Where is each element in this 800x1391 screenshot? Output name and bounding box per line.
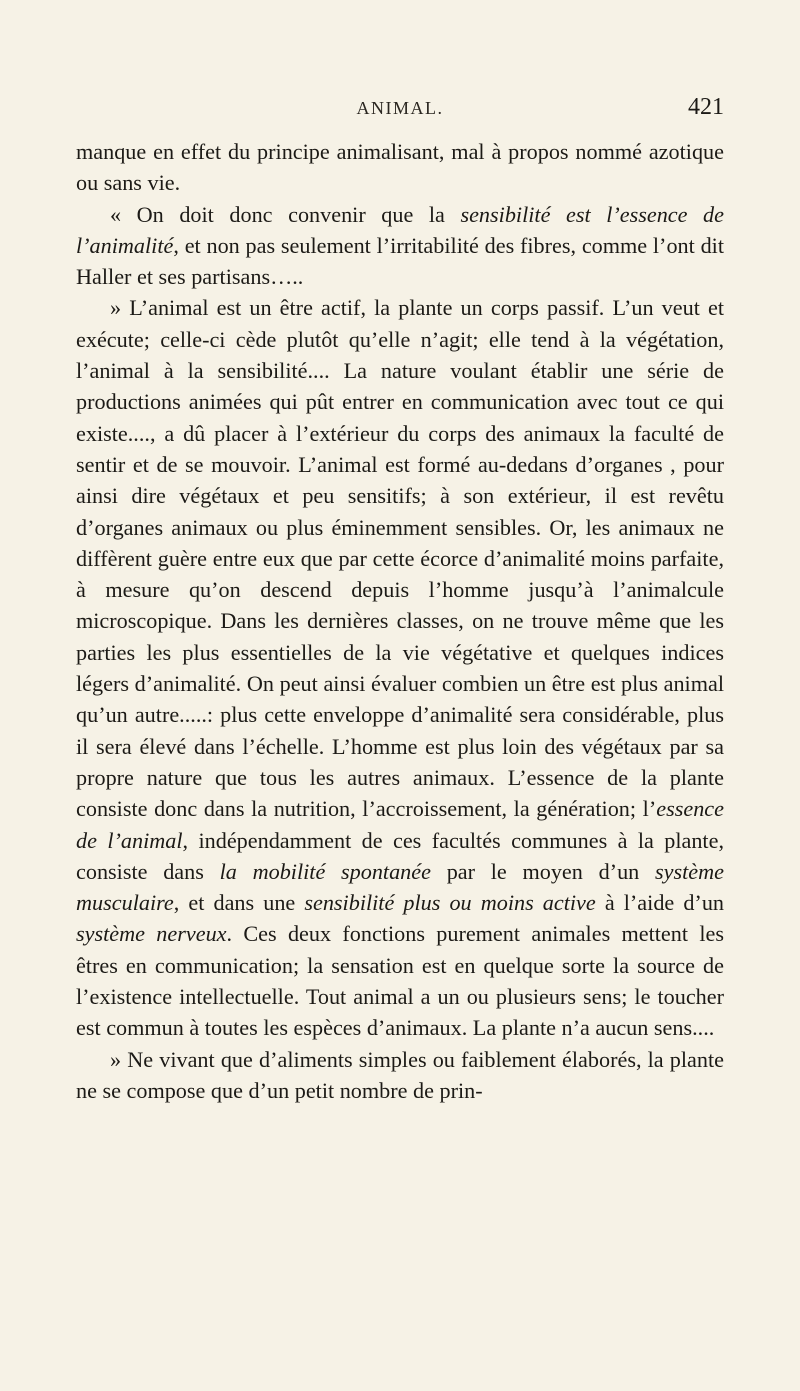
text-segment: » Ne vivant que d’aliments simples ou faiblement élaborés, la plante ne se compose que d’un petit nombre de prin- [76, 1046, 724, 1103]
text-segment: « On doit donc convenir que la [110, 201, 461, 227]
italic-segment: la mobilité spontanée [219, 858, 431, 884]
text-segment: à l’aide d’un [595, 890, 725, 916]
italic-segment: essence de l’animal [76, 796, 724, 853]
italic-segment: sensibilité plus ou moins active [304, 890, 596, 916]
text-segment: . Ces deux fonctions purement animales mettent les êtres en communication; la sensation est en quelque sorte la source de l’existence intellectuelle. Tout animal a un ou plusieurs sens; le toucher est commun à toutes les espèces d’animaux. La plante n’a aucun sens.... [76, 921, 724, 1041]
paragraph-3 [76, 292, 724, 1043]
page-number: 421 [688, 94, 724, 120]
text-segment: , et non pas seulement l’irritabilité des fibres, comme l’ont dit Haller et ses partisans….. [76, 232, 724, 290]
italic-segment: sensibilité est l’essence de l’animalité [76, 201, 725, 258]
text-segment: , indépendamment de ces facultés communes à la plante, consiste dans [76, 827, 724, 884]
text-segment: » L’animal est un être actif, la plante un corps passif. L’un veut et exécute; celle-ci cède plutôt qu’elle n’agit; elle tend à la végétation, l’animal à la sensibilité.... La nature voulant établir une série de productions animées qui pût entrer en communication avec tout ce qui existe...., a dû placer à l’extérieur du corps des animaux la faculté de sentir et de se mouvoir. L’animal est formé au-dedans d’organes , pour ainsi dire végétaux et peu sensitifs; à son extérieur, il est revêtu d’organes animaux ou plus éminemment sensibles. Or, les animaux ne diffèrent guère entre eux que par cette écorce d’animalité moins parfaite, à mesure qu’on descend depuis l’homme jusqu’à l’animalcule microscopique. Dans les dernières classes, on ne trouve même que les parties les plus essentielles de la vie végétative et quelques indices légers d’animalité. On peut ainsi évaluer combien un être est plus animal qu’un autre.....: plus cette enveloppe d’animalité sera considérable, plus il sera élevé dans l’échelle. L’homme est plus loin des végétaux par sa propre nature que tous les autres animaux. L’essence de la plante consiste donc dans la nutrition, l’accroissement, la génération; l’ [76, 295, 724, 822]
page-header [76, 94, 724, 124]
running-head: ANIMAL. [356, 98, 444, 118]
paragraph-2 [76, 199, 724, 293]
italic-segment: système nerveux [76, 921, 227, 947]
paragraph-1 [76, 136, 724, 199]
italic-segment: système musculaire [76, 858, 724, 916]
body-text [76, 136, 724, 1106]
text-segment: par le moyen d’un [430, 858, 655, 884]
text-segment: manque en effet du principe animalisant, mal à propos nommé azotique ou sans vie. [76, 139, 724, 196]
paragraph-4 [76, 1044, 724, 1107]
text-segment: , et dans une [173, 890, 305, 916]
